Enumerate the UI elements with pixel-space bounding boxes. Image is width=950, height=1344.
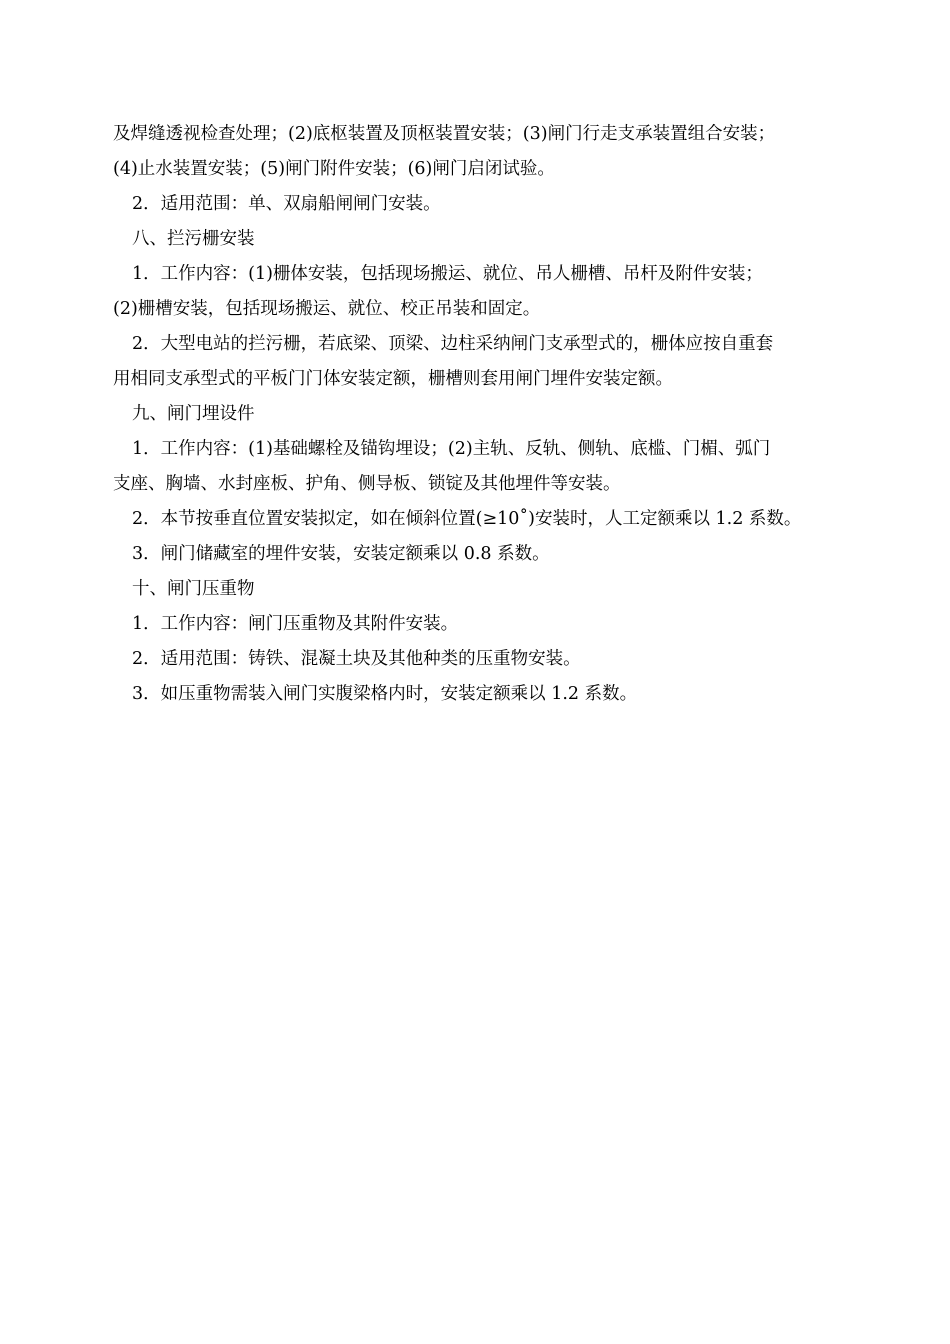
text-line: 支座、胸墙、水封座板、护角、侧导板、锁锭及其他埋件等安装。 bbox=[113, 474, 621, 494]
text-line: 2．适用范围：铸铁、混凝土块及其他种类的压重物安装。 bbox=[132, 649, 581, 669]
text-line: 3．闸门储藏室的埋件安装，安装定额乘以 0.8 系数。 bbox=[132, 544, 550, 564]
section-heading: 十、闸门压重物 bbox=[132, 579, 255, 599]
section-heading: 八、拦污栅安装 bbox=[132, 229, 255, 249]
text-line: (2)栅槽安装，包括现场搬运、就位、校正吊装和固定。 bbox=[113, 299, 541, 319]
text-line: 3．如压重物需装入闸门实腹梁格内时，安装定额乘以 1.2 系数。 bbox=[132, 684, 638, 704]
text-line: 1．工作内容：(1)基础螺栓及锚钩埋设；(2)主轨、反轨、侧轨、底槛、门楣、弧门 bbox=[132, 439, 771, 459]
text-line: (4)止水装置安装；(5)闸门附件安装；(6)闸门启闭试验。 bbox=[113, 159, 555, 179]
text-line: 及焊缝透视检查处理；(2)底枢装置及顶枢装置安装；(3)闸门行走支承装置组合安装； bbox=[113, 124, 776, 144]
text-line: 2．大型电站的拦污栅，若底梁、顶梁、边柱采纳闸门支承型式的，栅体应按自重套 bbox=[132, 334, 774, 354]
text-line: 1．工作内容：(1)栅体安装，包括现场搬运、就位、吊人栅槽、吊杆及附件安装； bbox=[132, 264, 763, 284]
section-heading: 九、闸门埋设件 bbox=[132, 404, 255, 424]
text-line: 1．工作内容：闸门压重物及其附件安装。 bbox=[132, 614, 459, 634]
text-line: 2．适用范围：单、双扇船闸闸门安装。 bbox=[132, 194, 441, 214]
text-line: 2．本节按垂直位置安装拟定，如在倾斜位置(≥10˚)安装时，人工定额乘以 1.2 系数。 bbox=[132, 509, 802, 529]
text-line: 用相同支承型式的平板门门体安装定额，栅槽则套用闸门埋件安装定额。 bbox=[113, 369, 673, 389]
